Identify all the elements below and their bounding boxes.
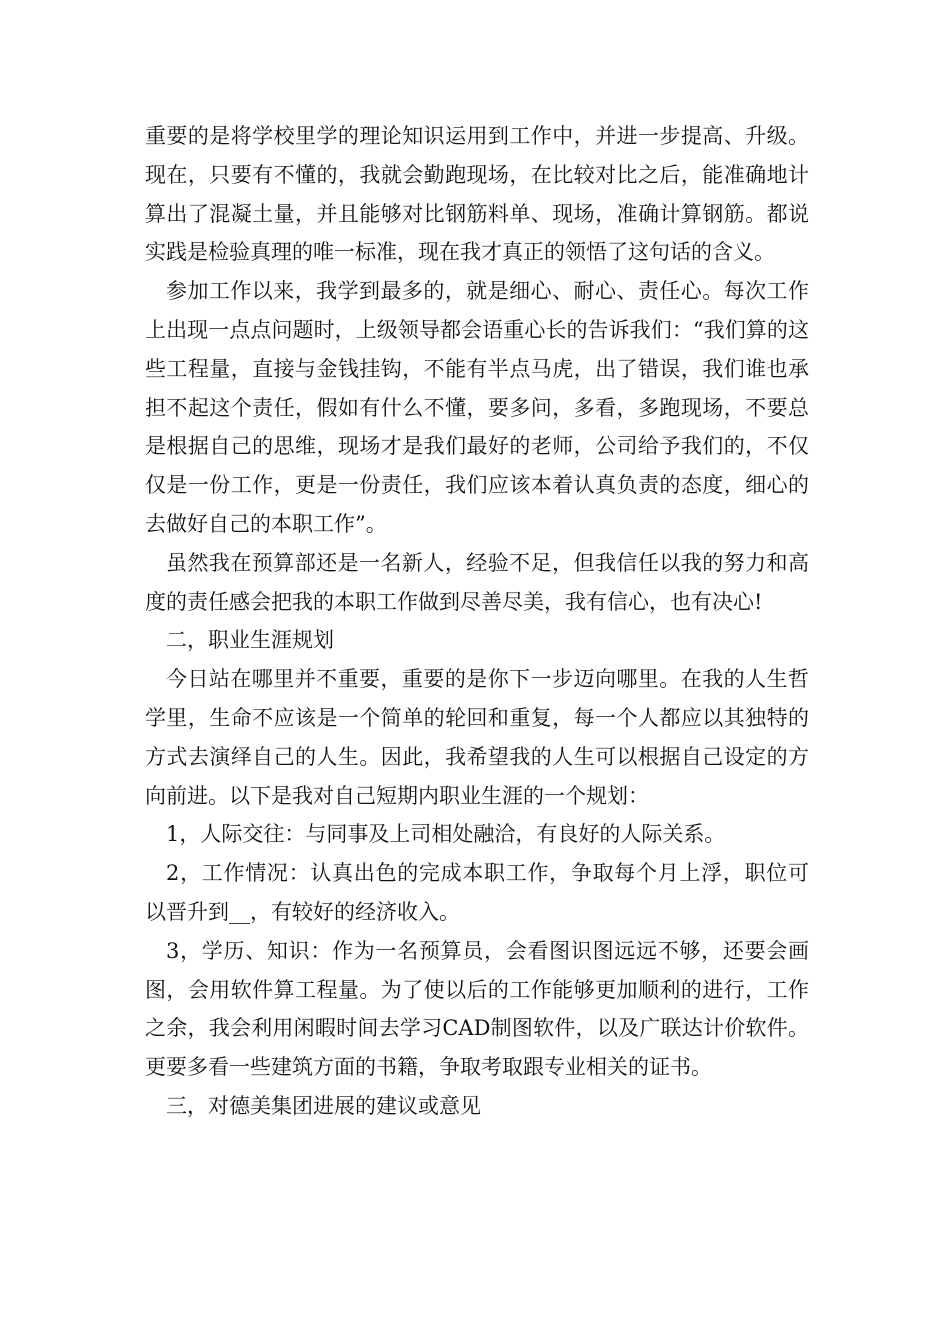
list-item-work: 2，工作情况：认真出色的完成本职工作，争取每个月上浮，职位可以晋升到__，有较好的经济收入。 <box>145 861 809 924</box>
paragraph-confidence: 虽然我在预算部还是一名新人，经验不足，但我信任以我的努力和高度的责任感会把我的本职工作做到尽善尽美，我有信心，也有决心! <box>145 550 809 614</box>
document-body <box>145 117 809 1126</box>
paragraph-theory-practice: 重要的是将学校里学的理论知识运用到工作中，并进一步提高、升级。现在，只要有不懂的，我就会勤跑现场，在比较对比之后，能准确地计算出了混凝土量，并且能够对比钢筋料单、现场，准确计算钢筋。都说实践是检验真理的唯一标准，现在我才真正的领悟了这句话的含义。 <box>145 124 809 265</box>
paragraph-career-intro: 今日站在哪里并不重要，重要的是你下一步迈向哪里。在我的人生哲学里，生命不应该是一个简单的轮回和重复，每一个人都应以其独特的方式去演绎自己的人生。因此，我希望我的人生可以根据自己设定的方向前进。以下是我对自己短期内职业生涯的一个规划： <box>145 667 809 808</box>
paragraph-responsibility: 参加工作以来，我学到最多的，就是细心、耐心、责任心。每次工作上出现一点点问题时，上级领导都会语重心长的告诉我们：“我们算的这些工程量，直接与金钱挂钩，不能有半点马虎，出了错误，我们谁也承担不起这个责任，假如有什么不懂，要多问，多看，多跑现场，不要总是根据自己的思维，现场才是我们最好的老师，公司给予我们的，不仅仅是一份工作，更是一份责任，我们应该本着认真负责的态度，细心的去做好自己的本职工作”。 <box>145 279 809 536</box>
list-item-education: 3，学历、知识：作为一名预算员，会看图识图远远不够，还要会画图，会用软件算工程量。为了使以后的工作能够更加顺利的进行，工作之余，我会利用闲暇时间去学习CAD制图软件，以及广联达计价软件。更要多看一些建筑方面的书籍，争取考取跟专业相关的证书。 <box>145 938 809 1080</box>
section-heading-suggestions: 三，对德美集团进展的建议或意见 <box>166 1093 481 1118</box>
list-item-interpersonal: 1，人际交往：与同事及上司相处融洽，有良好的人际关系。 <box>166 822 726 847</box>
section-heading-career-plan: 二，职业生涯规划 <box>166 628 334 653</box>
